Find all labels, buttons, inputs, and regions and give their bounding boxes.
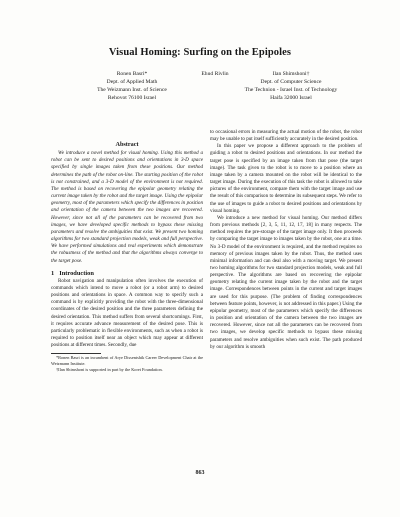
footnote: †Ilan Shimshoni is supported in part by the Koret Foundation. (56, 366, 163, 372)
section-title: Introduction (59, 269, 94, 277)
page-number: 863 (195, 470, 205, 476)
body-paragraph: to occasional errors in measuring the actual motion of the robot, the robot may be unable to put itself sufficiently accurately in the desired position. (210, 129, 362, 143)
author-name: Ronen Basri* (116, 71, 148, 77)
author-affiliation: The Weizmann Inst. of Science (97, 87, 167, 93)
author-name: Ilan Shimshoni† (272, 71, 310, 77)
author-affiliation: Dept. of Computer Science (260, 79, 322, 85)
author-affiliation: The Technion - Israel Inst. of Technology (244, 87, 338, 93)
author-name: Ehud Rivlin (201, 71, 229, 77)
author-affiliation: Rehovot 76100 Israel (107, 95, 157, 101)
abstract-heading: Abstract (115, 141, 139, 148)
footnote-rule (51, 353, 101, 354)
abstract-text: We introduce a novel method for visual homing. Using this method a robot can be sent to desired positions and orientations in 3-D space specified by single images taken from these positions. Our method determines the path of the robot on-line. The starting position of the robot is not constrained, and a 3-D model of the environment is not required. The method is based on recovering the epipolar geometry relating the current image taken by the robot and the target image. Using the epipolar geometry, most of the parameters which specify the differences in position and orientation of the camera between the two images are recovered. However, since not all of the parameters can be recovered from two images, we have developed specific methods to bypass these missing parameters and resolve the ambiguities that exist. We present two homing algorithms for two standard projection models, weak and full perspective. We have performed simulations and real experiments which demonstrate the robustness of the method and that the algorithms always converge to the target pose. (51, 150, 203, 264)
left-column (51, 141, 203, 372)
author-affiliation: Dept. of Applied Math (106, 79, 158, 85)
footnote: *Ronen Basri is an incumbent of Arye Dissentshik Career Development Chair at the Weizmann Institute. (51, 355, 203, 366)
section-heading-introduction (51, 270, 203, 277)
intro-paragraph: Robot navigation and manipulation often involves the execution of commands which intend to move a robot (or a robot arm) to desired positions and orientations in space. A common way to specify such a command is by explicitly providing the robot with the three-dimensional coordinates of the desired position and the three parameters defining the desired orientation. This method suffers from several shortcomings. First, it requires accurate advance measurement of the desired pose. This is particularly problematic in flexible environments, such as when a robot is required to position itself near an object which may appear at different positions at different times. Secondly, due (51, 277, 203, 349)
paper-title: Visual Homing: Surfing on the Epipoles (108, 47, 292, 58)
right-column (210, 129, 362, 351)
body-paragraph: In this paper we propose a different approach to the problem of guiding a robot to desired positions and orientations. In our method the target pose is specified by an image taken from that pose (the target image). The task given to the robot is to move to a position where an image taken by a camera mounted on the robot will be identical to the target image. During the execution of this task the robot is allowed to take pictures of the environment, compare them with the target image and use the result of this comparison to determine its subsequent steps. We refer to the use of images to guide a robot to desired positions and orientations by visual homing. (210, 143, 362, 214)
author-block-shimshoni (216, 70, 366, 102)
author-affiliation: Haifa 32000 Israel (270, 95, 312, 101)
section-number: 1 (51, 269, 55, 277)
body-paragraph: We introduce a new method for visual homing. Our method differs from previous methods [2, 3, 5, 11, 12, 17, 18] in many respects. The method requires the pre-storage of the target image only. It then proceeds by comparing the target image to images taken by the robot, one at a time. No 3-D model of the environment is required, and the method requires no memory of previous images taken by the robot. Thus, the method uses minimal information and can deal also with a moving target. We present two homing algorithms for two standard projection models, weak and full perspective. The algorithms are based on recovering the epipolar geometry relating the current image taken by the robot and the target image. Correspondences between points in the current and target images are used for this purpose. (The problem of finding correspondences between feature points, however, is not addressed in this paper.) Using the epipolar geometry, most of the parameters which specify the differences in position and orientation of the camera between the two images are recovered. However, since not all the parameters can be recovered from two images, we develop specific methods to bypass these missing parameters and resolve ambiguities when such exist. The path produced by our algorithm is smooth (210, 214, 362, 350)
